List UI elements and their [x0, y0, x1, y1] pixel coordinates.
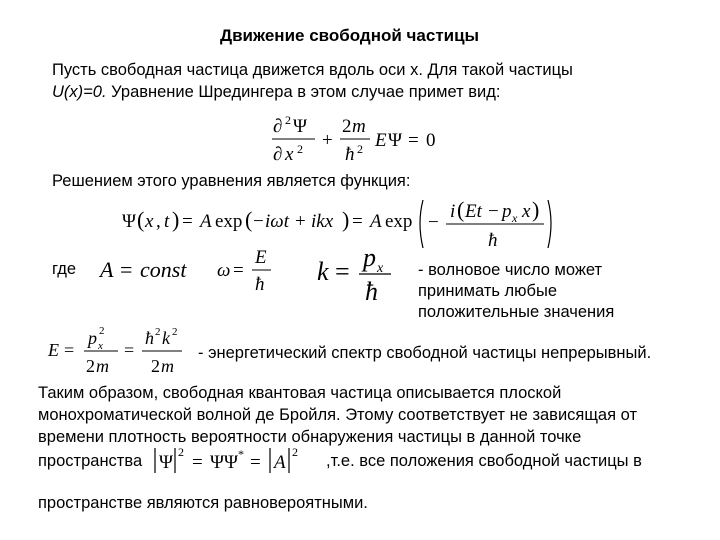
frequency-equation-svg	[215, 244, 285, 296]
svg-text:Ψ: Ψ	[122, 211, 137, 232]
wavenumber-note-line: принимать любые	[418, 282, 558, 300]
svg-text:p: p	[363, 243, 376, 272]
schrodinger-equation	[270, 110, 445, 166]
svg-text:p: p	[502, 201, 512, 222]
svg-text:2: 2	[86, 356, 95, 376]
svg-text:(: (	[457, 197, 465, 222]
intro-line-2-rest: Уравнение Шредингера в этом случае примет вид:	[106, 83, 501, 101]
svg-text:ħ: ħ	[145, 328, 154, 348]
wavenumber-note-line: положительные значения	[418, 303, 615, 321]
svg-text:2: 2	[357, 142, 363, 156]
svg-text:∂: ∂	[273, 144, 283, 165]
svg-text:E: E	[48, 340, 59, 360]
wavenumber-equation	[315, 244, 405, 306]
svg-text:): )	[532, 197, 540, 222]
svg-text:ħ: ħ	[255, 274, 265, 295]
svg-text:2: 2	[297, 142, 303, 156]
svg-text:2: 2	[292, 445, 298, 459]
svg-text:ħ: ħ	[365, 277, 378, 306]
svg-text:2: 2	[155, 326, 161, 338]
svg-text:A: A	[370, 211, 382, 232]
conclusion-line: монохроматической волной де Бройля. Этому соответствует не зависящая от	[38, 406, 637, 424]
probability-equation	[152, 444, 322, 478]
svg-text:2: 2	[178, 445, 184, 459]
intro-line-1: Пусть свободная частица движется вдоль оси х. Для такой частицы	[52, 61, 573, 79]
svg-text:Ψ: Ψ	[388, 130, 403, 151]
energy-equation-svg	[48, 322, 198, 380]
svg-text:=: =	[408, 130, 419, 151]
conclusion-last-line: пространстве являются равновероятными.	[38, 494, 368, 512]
svg-text:−: −	[428, 212, 439, 233]
frequency-equation	[215, 244, 285, 296]
svg-text:t: t	[164, 211, 170, 232]
svg-text:=: =	[352, 211, 363, 232]
svg-text:): )	[172, 207, 180, 232]
amplitude-equation	[100, 250, 230, 286]
energy-equation	[48, 322, 198, 380]
svg-text:exp: exp	[215, 211, 243, 232]
amplitude-equation-svg	[100, 250, 230, 286]
svg-text:x: x	[145, 211, 154, 232]
svg-text:x: x	[98, 340, 103, 352]
svg-text:x: x	[285, 144, 294, 165]
svg-text:0: 0	[426, 130, 436, 151]
svg-text:−: −	[488, 201, 499, 222]
probability-equation-svg	[152, 444, 322, 478]
svg-text:E: E	[375, 130, 387, 151]
svg-text:(: (	[245, 207, 253, 232]
svg-text:Et: Et	[465, 201, 482, 222]
svg-text:2: 2	[151, 356, 160, 376]
svg-text:): )	[342, 207, 350, 232]
svg-text:,: ,	[156, 211, 161, 232]
wavenumber-equation-svg	[315, 244, 405, 306]
svg-text:x: x	[522, 201, 531, 222]
svg-text:ħ: ħ	[345, 144, 355, 165]
svg-text:x: x	[512, 211, 518, 225]
conclusion-line-4-start: пространства	[38, 452, 143, 470]
svg-text:E: E	[255, 247, 267, 268]
svg-text:ikx: ikx	[311, 211, 334, 232]
svg-text:k: k	[162, 328, 170, 348]
svg-text:ΨΨ: ΨΨ	[210, 452, 239, 473]
svg-text:Ψ: Ψ	[159, 452, 174, 473]
svg-text:−: −	[253, 211, 264, 232]
svg-text:2: 2	[99, 325, 105, 337]
svg-text:2: 2	[342, 116, 352, 137]
svg-text:=: =	[335, 257, 350, 286]
where-label: где	[52, 260, 77, 278]
wavenumber-note	[418, 260, 614, 323]
svg-text:Ψ: Ψ	[293, 116, 308, 137]
svg-text:+: +	[295, 211, 306, 232]
svg-text:p: p	[88, 328, 97, 348]
solution-intro: Решением этого уравнения является функция:	[52, 172, 411, 190]
potential-condition: U(x)=0.	[52, 83, 107, 101]
svg-text:k: k	[317, 257, 329, 286]
svg-text:ħ: ħ	[488, 230, 498, 251]
svg-text:+: +	[322, 130, 333, 151]
svg-text:m: m	[96, 356, 109, 376]
energy-note: - энергетический спектр свободной частицы непрерывный.	[198, 344, 652, 362]
svg-text:m: m	[352, 116, 366, 137]
conclusion-line-4-end: ,т.е. все положения свободной частицы в	[326, 452, 642, 470]
svg-text:m: m	[161, 356, 174, 376]
svg-text:const: const	[140, 257, 187, 282]
intro-line-2	[52, 82, 500, 103]
svg-text:x: x	[377, 261, 384, 276]
svg-text:iωt: iωt	[265, 211, 289, 232]
svg-text:=: =	[64, 340, 75, 360]
svg-text:*: *	[238, 447, 244, 461]
svg-text:(: (	[137, 207, 145, 232]
svg-text:A: A	[100, 257, 114, 282]
svg-text:2: 2	[172, 326, 178, 338]
svg-text:=: =	[120, 257, 133, 282]
svg-text:i: i	[450, 201, 456, 222]
svg-text:=: =	[124, 340, 135, 360]
svg-text:2: 2	[285, 113, 291, 127]
svg-text:=: =	[182, 211, 193, 232]
schrodinger-equation-svg	[270, 110, 445, 166]
svg-text:exp: exp	[385, 211, 413, 232]
svg-text:A: A	[274, 452, 286, 473]
svg-text:ω: ω	[217, 260, 231, 281]
wavenumber-note-line: - волновое число может	[418, 261, 603, 279]
conclusion-line: времени плотность вероятности обнаружения частицы в данной точке	[38, 428, 582, 446]
slide-title: Движение свободной частицы	[220, 26, 480, 45]
svg-text:A: A	[200, 211, 212, 232]
svg-text:=: =	[233, 260, 244, 281]
conclusion-line: Таким образом, свободная квантовая частица описывается плоской	[38, 384, 562, 402]
svg-text:∂: ∂	[273, 116, 283, 137]
svg-text:=: =	[192, 452, 203, 473]
svg-text:=: =	[250, 452, 261, 473]
